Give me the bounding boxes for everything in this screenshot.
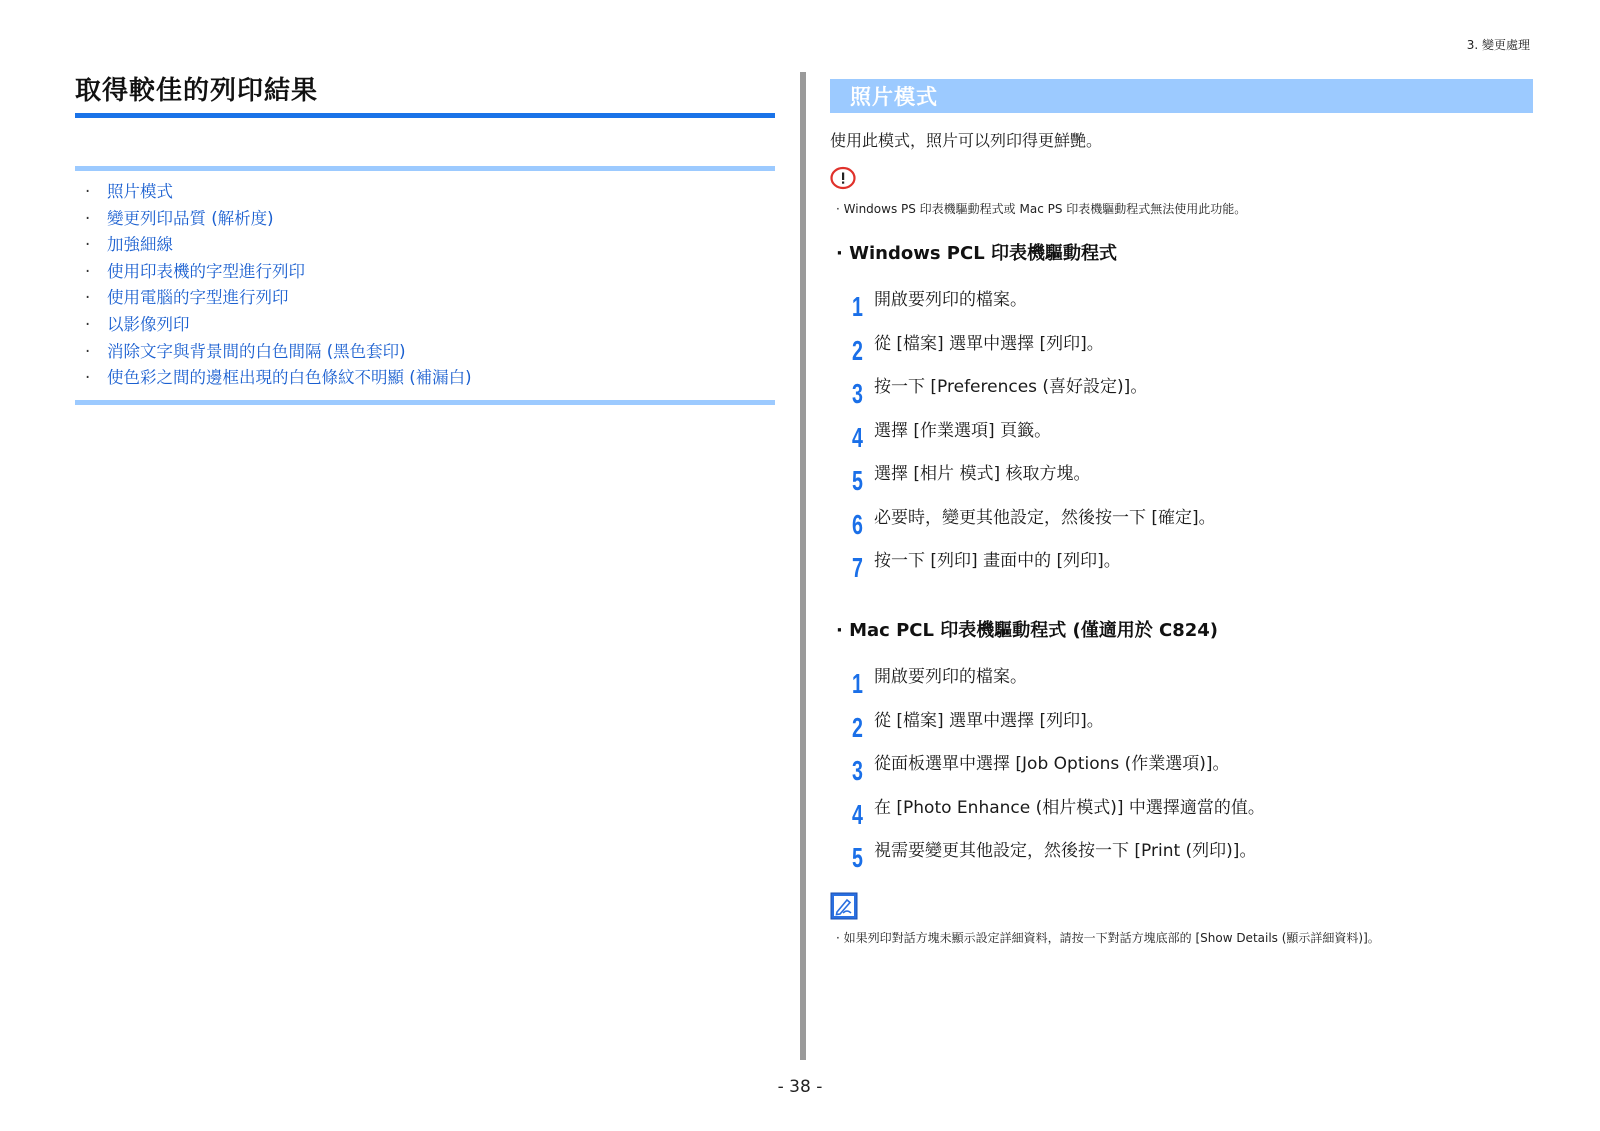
left-column	[75, 70, 775, 405]
toc-link[interactable]: 照片模式	[107, 182, 173, 201]
step-text: 從面板選單中選擇 [Job Options (作業選項)]。	[874, 754, 1230, 774]
step-item	[852, 402, 1533, 453]
step-text: 按一下 [列印] 畫面中的 [列印]。	[874, 551, 1121, 571]
intro-text: 使用此模式，照片可以列印得更鮮艷。	[830, 131, 1103, 150]
step-number: 2	[852, 334, 863, 366]
step-item	[852, 533, 1533, 583]
title-underline	[75, 113, 775, 118]
step-text: 選擇 [相片 模式] 核取方塊。	[874, 464, 1091, 484]
step-text: 從 [檔案] 選單中選擇 [列印]。	[874, 333, 1104, 354]
toc-item[interactable]: · 消除文字與背景間的白色間隔 (黑色套印)	[85, 339, 775, 366]
step-number: 1	[852, 291, 863, 322]
step-number: 7	[852, 552, 863, 583]
chapter-label: 3. 變更處理	[1466, 38, 1530, 52]
step-text: 開啟要列印的檔案。	[874, 290, 1027, 310]
toc-link[interactable]: 使色彩之間的邊框出現的白色條紋不明顯 (補漏白)	[107, 368, 472, 388]
step-number: 2	[852, 711, 863, 743]
toc-link[interactable]: 使用電腦的字型進行列印	[107, 288, 289, 308]
page-title: 取得較佳的列印結果	[75, 76, 319, 106]
step-number: 1	[852, 668, 863, 699]
right-column	[830, 79, 1533, 946]
memo-pen-icon	[830, 892, 858, 920]
memo-note: · 如果列印對話方塊未顯示設定詳細資料，請按一下對話方塊底部的 [Show Details (顯示詳細資料)]。	[836, 931, 1380, 945]
step-text: 視需要變更其他設定，然後按一下 [Print (列印)]。	[874, 841, 1257, 861]
mac-steps	[852, 662, 1533, 873]
step-item	[852, 692, 1533, 743]
toc-link[interactable]: 以影像列印	[107, 314, 190, 334]
toc-item[interactable]: · 加強細線	[85, 232, 775, 259]
section-title: 照片模式	[850, 85, 938, 109]
step-item	[852, 489, 1533, 540]
windows-pcl-heading: · Windows PCL 印表機驅動程式	[836, 243, 1117, 264]
step-number: 3	[852, 378, 863, 409]
step-item	[852, 662, 1533, 699]
step-item	[852, 446, 1533, 496]
mac-pcl-heading: · Mac PCL 印表機驅動程式 (僅適用於 C824)	[836, 620, 1219, 641]
step-number: 4	[852, 798, 863, 830]
toc-link[interactable]: 變更列印品質 (解析度)	[107, 208, 274, 228]
step-text: 選擇 [作業選項] 頁籤。	[874, 420, 1052, 441]
step-number: 6	[852, 508, 863, 540]
step-item	[852, 779, 1533, 830]
toc-item[interactable]: · 以影像列印	[85, 312, 775, 339]
step-text: 必要時，變更其他設定，然後按一下 [確定]。	[874, 507, 1216, 528]
page-number: - 38 -	[777, 1077, 823, 1097]
step-number: 3	[852, 755, 863, 786]
section-header	[830, 79, 1533, 113]
toc-link[interactable]: 消除文字與背景間的白色間隔 (黑色套印)	[107, 341, 406, 361]
step-item	[852, 823, 1533, 873]
step-item	[852, 315, 1533, 366]
toc-item[interactable]: · 照片模式	[85, 179, 775, 206]
toc-item[interactable]: · 變更列印品質 (解析度)	[85, 206, 775, 233]
table-of-contents	[75, 179, 775, 392]
step-text: 按一下 [Preferences (喜好設定)]。	[874, 377, 1148, 397]
step-text: 從 [檔案] 選單中選擇 [列印]。	[874, 710, 1104, 731]
column-divider	[800, 72, 806, 1060]
toc-bottom-divider	[75, 400, 775, 405]
toc-item[interactable]: · 使用電腦的字型進行列印	[85, 285, 775, 312]
step-number: 4	[852, 421, 863, 453]
step-number: 5	[852, 465, 863, 496]
step-item	[852, 285, 1533, 322]
toc-top-divider	[75, 166, 775, 171]
step-text: 在 [Photo Enhance (相片模式)] 中選擇適當的值。	[874, 797, 1265, 818]
toc-link[interactable]: 使用印表機的字型進行列印	[107, 261, 305, 281]
step-number: 5	[852, 842, 863, 873]
caution-icon	[830, 165, 856, 191]
caution-note: · Windows PS 印表機驅動程式或 Mac PS 印表機驅動程式無法使用此功能。	[836, 202, 1247, 216]
step-item	[852, 736, 1533, 786]
windows-steps	[852, 285, 1533, 583]
step-text: 開啟要列印的檔案。	[874, 667, 1027, 687]
step-item	[852, 359, 1533, 409]
toc-item[interactable]: · 使色彩之間的邊框出現的白色條紋不明顯 (補漏白)	[85, 365, 775, 392]
toc-item[interactable]: · 使用印表機的字型進行列印	[85, 259, 775, 286]
toc-link[interactable]: 加強細線	[107, 235, 173, 255]
